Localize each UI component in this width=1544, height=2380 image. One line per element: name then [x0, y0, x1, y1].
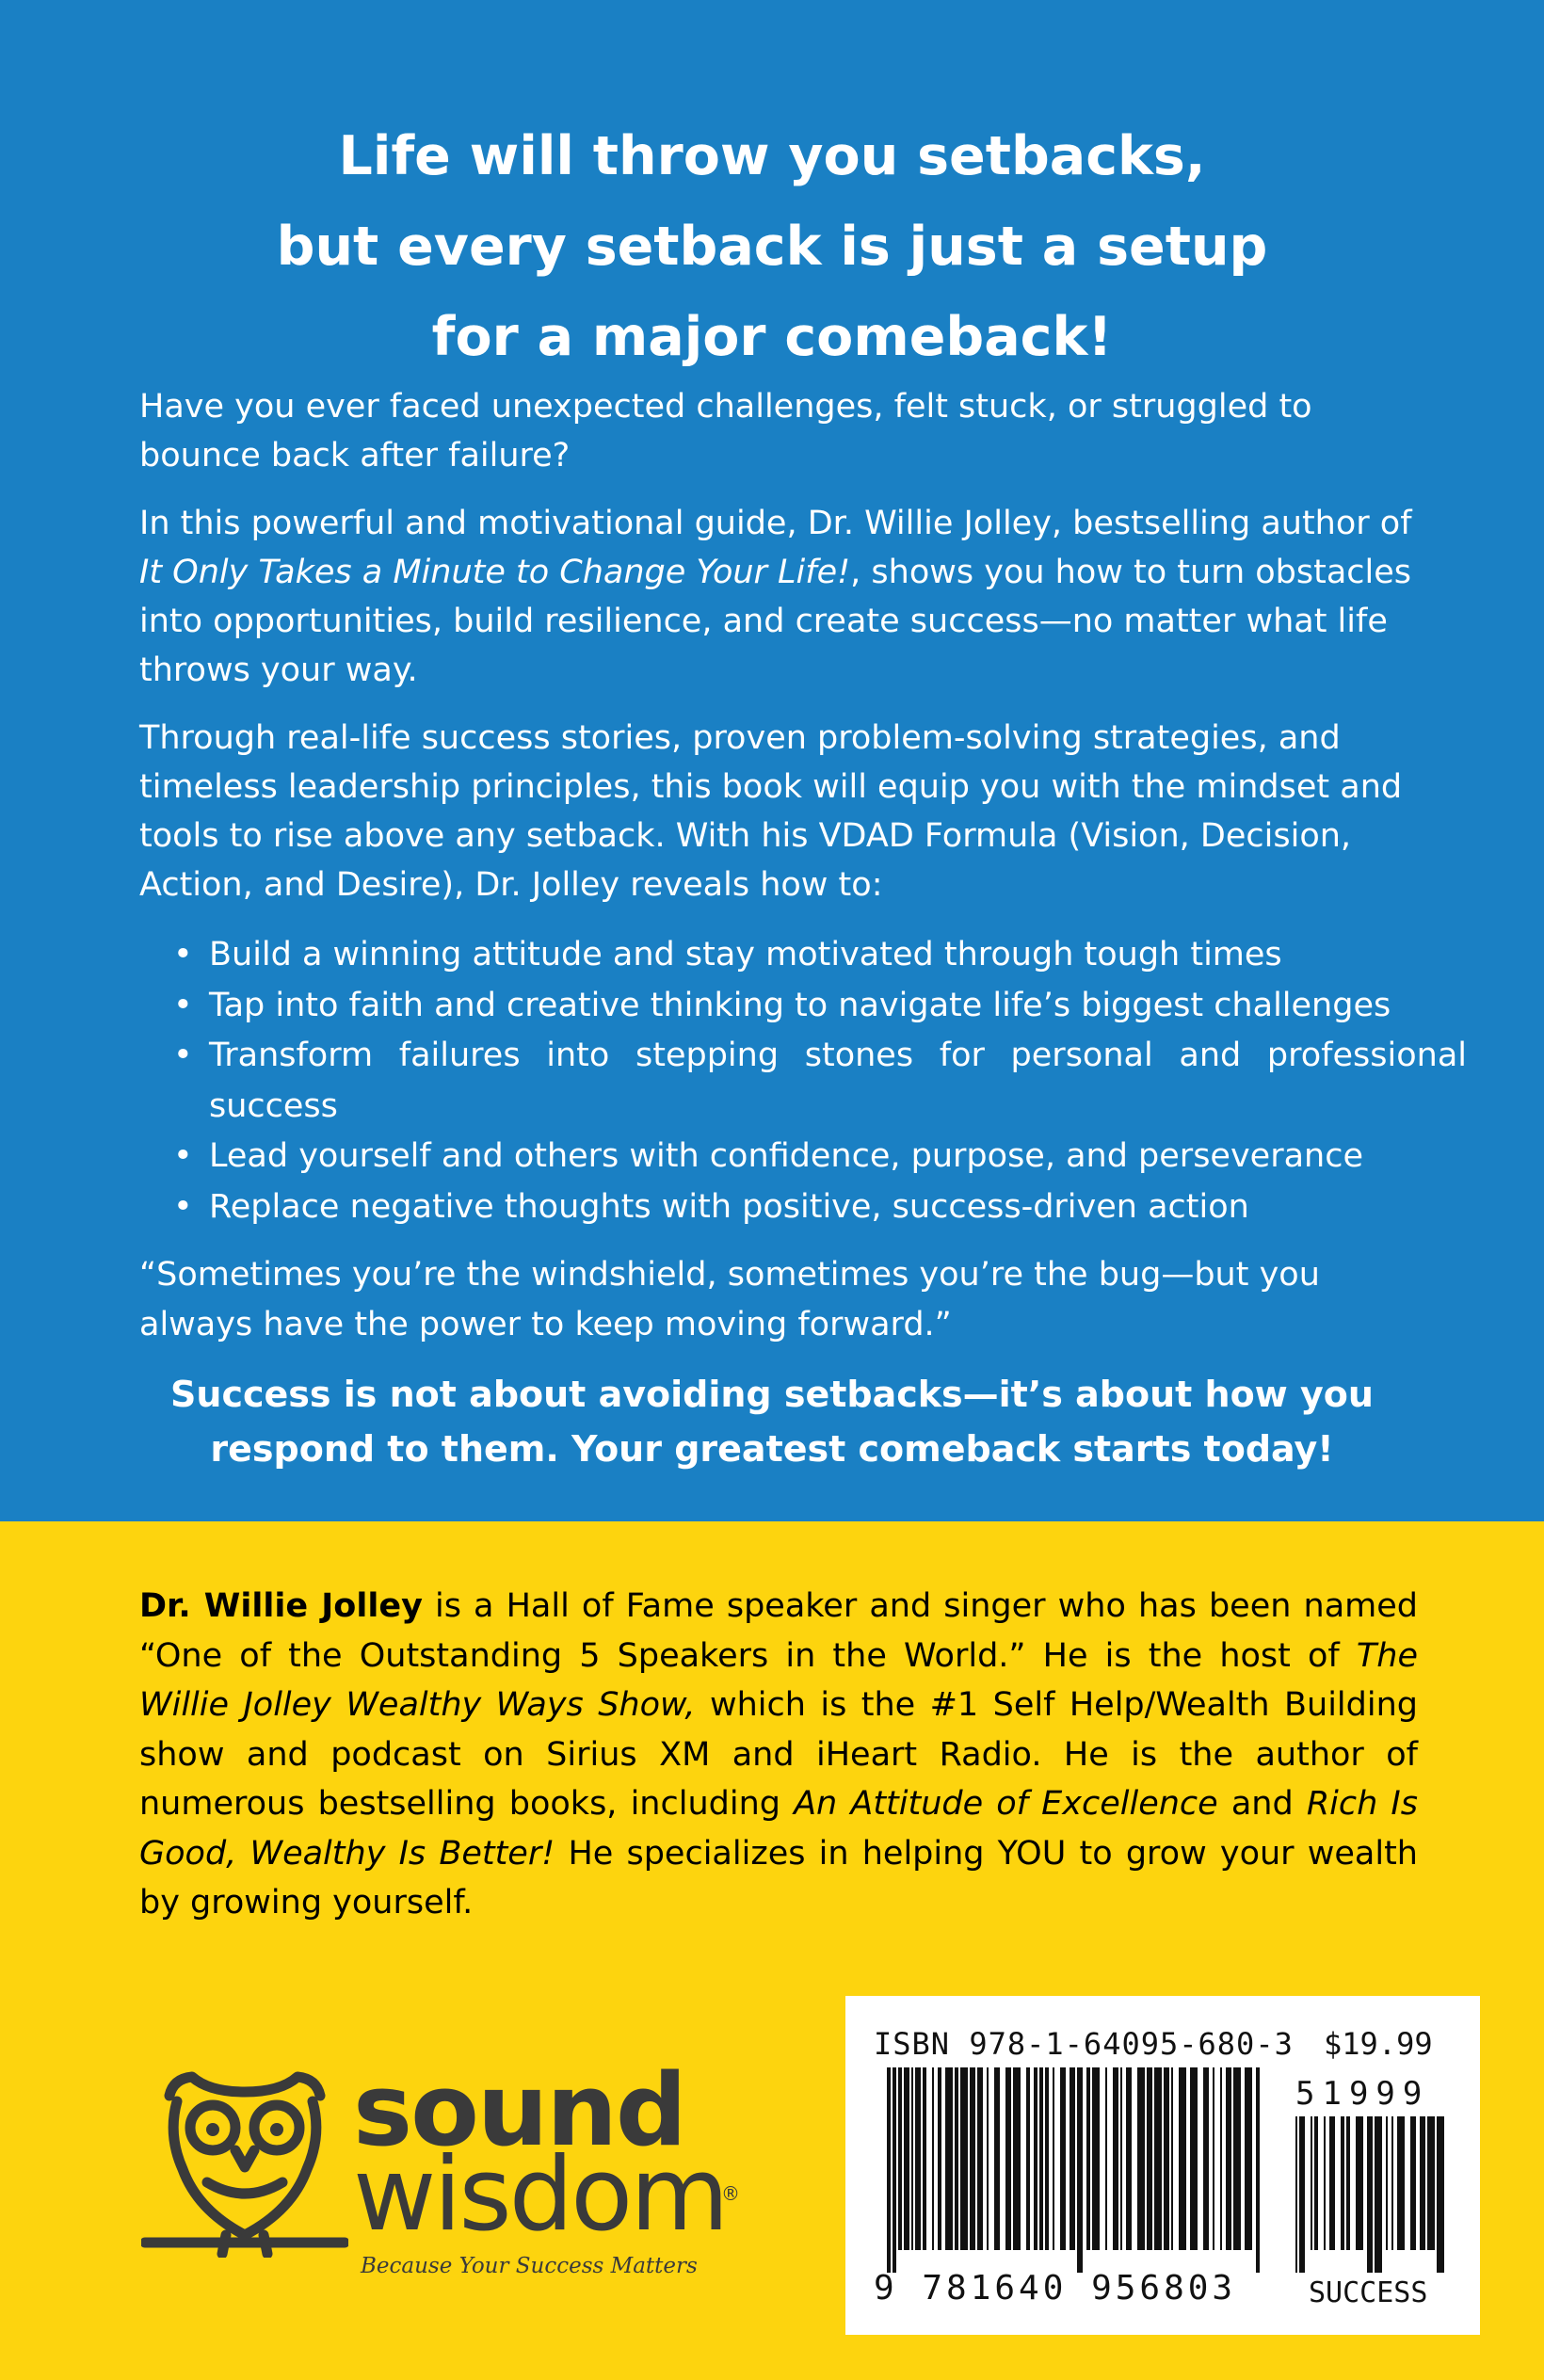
headline-line: Life will throw you setbacks,	[338, 125, 1206, 187]
barcode-bar	[1105, 2067, 1107, 2250]
list-item: • Transform failures into stepping stones for personal and professional success	[139, 1031, 1467, 1132]
barcode-bar	[1070, 2067, 1075, 2250]
book-title: Rich Is Good, Wealthy Is Better!	[139, 1785, 1418, 1873]
barcode-bar	[1299, 2116, 1305, 2273]
author-name: Dr. Willie Jolley	[139, 1587, 423, 1625]
barcode-bar	[1314, 2116, 1318, 2250]
intro-paragraph: Have you ever faced unexpected challenges, felt stuck, or struggled to bounce back after failure?	[139, 388, 1312, 474]
barcode-bar	[1356, 2116, 1363, 2250]
publisher-logo	[141, 2052, 763, 2278]
barcode-bar	[1427, 2116, 1435, 2250]
barcode-bar	[977, 2067, 983, 2250]
barcode-bar	[1126, 2067, 1132, 2250]
show-title: The Willie Jolley Wealthy Ways Show,	[139, 1636, 1418, 1724]
publisher-tagline: Because Your Success Matters	[361, 2254, 698, 2278]
author-bio: Dr. Willie Jolley is a Hall of Fame speaker and singer who has been named “One of the Outstanding 5 Speakers in the World.” He is the host of The Willie Jolley Wealthy Ways Show, which is the #1 Self Help/Wealth Building show and podcast on Sirius XM and iHeart Radio. He is the author of numerous bestselling books, including An Attitude of Excellence and Rich Is Good, Wealthy Is Better! He specializes in helping YOU to grow your wealth by growing yourself.	[139, 1587, 1418, 1922]
barcode-bar	[1179, 2067, 1186, 2250]
barcode-bar	[1311, 2116, 1312, 2250]
barcode-bar	[1034, 2067, 1037, 2250]
closing-line: respond to them. Your greatest comeback starts today!	[210, 1428, 1334, 1470]
barcode-bar	[1420, 2116, 1425, 2250]
barcode-bar	[955, 2067, 958, 2250]
benefits-list	[139, 930, 1467, 1232]
barcode-bar	[1203, 2067, 1209, 2250]
barcode-bar	[1053, 2067, 1054, 2250]
owl-icon	[141, 2069, 348, 2258]
barcode-bar	[994, 2067, 1000, 2250]
barcode-bar	[1147, 2067, 1152, 2250]
barcode-bar	[1256, 2067, 1260, 2273]
barcode-bar	[1397, 2116, 1405, 2250]
barcode-bar	[1013, 2067, 1021, 2250]
barcode-bar	[938, 2067, 941, 2250]
barcode-bar	[1410, 2116, 1416, 2250]
barcode-bar	[1391, 2116, 1393, 2250]
list-item: • Replace negative thoughts with positive, success-driven action	[139, 1182, 1416, 1233]
barcode-bar	[1137, 2067, 1145, 2250]
barcode-bar	[904, 2067, 909, 2250]
list-item: • Lead yourself and others with confidence, purpose, and perseverance	[139, 1132, 1416, 1182]
price-barcode	[1295, 2116, 1456, 2273]
barcode-bar	[1026, 2067, 1030, 2250]
barcode-bar	[1190, 2067, 1198, 2250]
barcode-bar	[1329, 2116, 1335, 2250]
price-code: 51999	[1295, 2075, 1430, 2113]
barcode-bar	[1226, 2067, 1231, 2250]
headline	[0, 111, 1544, 382]
barcode-bar	[1324, 2116, 1326, 2250]
brand-word-wisdom: wisdom	[353, 2136, 727, 2254]
barcode-bar	[1164, 2067, 1169, 2250]
barcode-bar	[887, 2067, 891, 2273]
barcode-bar	[1171, 2067, 1173, 2250]
brand-word-sound: sound	[353, 2052, 685, 2168]
barcode-bar	[1346, 2116, 1350, 2250]
guide-paragraph: In this powerful and motivational guide, Dr. Willie Jolley, bestselling author of It Only Takes a Minute to Change Your Life!, shows you how to turn obstacles into opportunities, build resilience, and create success—no matter what life throws your way.	[139, 505, 1412, 689]
barcode-bar	[923, 2067, 926, 2250]
barcode-bar	[1233, 2067, 1241, 2250]
barcode-bar	[970, 2067, 975, 2250]
barcode-digits: 9 781640 956803	[874, 2269, 1237, 2308]
barcode-code-label: SUCCESS	[1309, 2276, 1428, 2309]
barcode-bar	[1220, 2067, 1222, 2250]
closing-line: Success is not about avoiding setbacks—it’s about how you	[170, 1374, 1374, 1415]
barcode-bar	[960, 2067, 968, 2250]
barcode-bar	[1086, 2067, 1090, 2250]
barcode-bar	[1039, 2067, 1043, 2250]
barcode-bar	[1367, 2116, 1373, 2273]
barcode-bar	[911, 2067, 913, 2250]
quote: “Sometimes you’re the windshield, sometimes you’re the bug—but you always have the power to keep moving forward.”	[139, 1256, 1320, 1343]
barcode-bar	[987, 2067, 989, 2250]
closing-statement	[0, 1367, 1544, 1476]
barcode-bar	[932, 2067, 934, 2250]
formula-paragraph: Through real-life success stories, proven problem-solving strategies, and timeless leadership principles, this book will equip you with the mindset and tools to rise above any setback. With his VDAD Formula (Vision, Decision, Action, and Desire), Dr. Jolley reveals how to:	[139, 719, 1403, 904]
barcode-bar	[898, 2067, 902, 2250]
barcode-bar	[1060, 2067, 1066, 2250]
book-title: It Only Takes a Minute to Change Your Life!	[139, 554, 851, 591]
barcode-bar	[1295, 2116, 1297, 2273]
barcode-bar	[1005, 2067, 1011, 2250]
barcode-bar	[945, 2067, 953, 2250]
barcode-bar	[1375, 2116, 1382, 2273]
barcode-bar	[1386, 2116, 1388, 2250]
registered-mark: ®	[721, 2182, 740, 2205]
barcode-bar	[1245, 2067, 1252, 2250]
barcode-bar	[1213, 2067, 1214, 2250]
headline-line: for a major comeback!	[431, 306, 1113, 368]
isbn-text: ISBN 978-1-64095-680-3	[874, 2026, 1294, 2062]
list-item: • Tap into faith and creative thinking to navigate life’s biggest challenges	[139, 981, 1416, 1032]
barcode-bar	[1154, 2067, 1162, 2250]
list-item: • Build a winning attitude and stay motivated through tough times	[139, 930, 1416, 981]
book-title: An Attitude of Excellence	[794, 1785, 1218, 1823]
barcode-bar	[893, 2067, 896, 2273]
barcode-bar	[1437, 2116, 1444, 2273]
barcode-bar	[1120, 2067, 1122, 2250]
barcode-label	[845, 1996, 1480, 2335]
barcode-bar	[1113, 2067, 1118, 2250]
isbn-barcode	[887, 2067, 1263, 2273]
price-text: $19.99	[1324, 2026, 1433, 2062]
barcode-bar	[1341, 2116, 1344, 2250]
headline-line: but every setback is just a setup	[276, 216, 1268, 278]
barcode-bar	[1045, 2067, 1049, 2250]
barcode-bar	[915, 2067, 921, 2250]
barcode-bar	[1092, 2067, 1100, 2250]
barcode-bar	[1077, 2067, 1083, 2273]
